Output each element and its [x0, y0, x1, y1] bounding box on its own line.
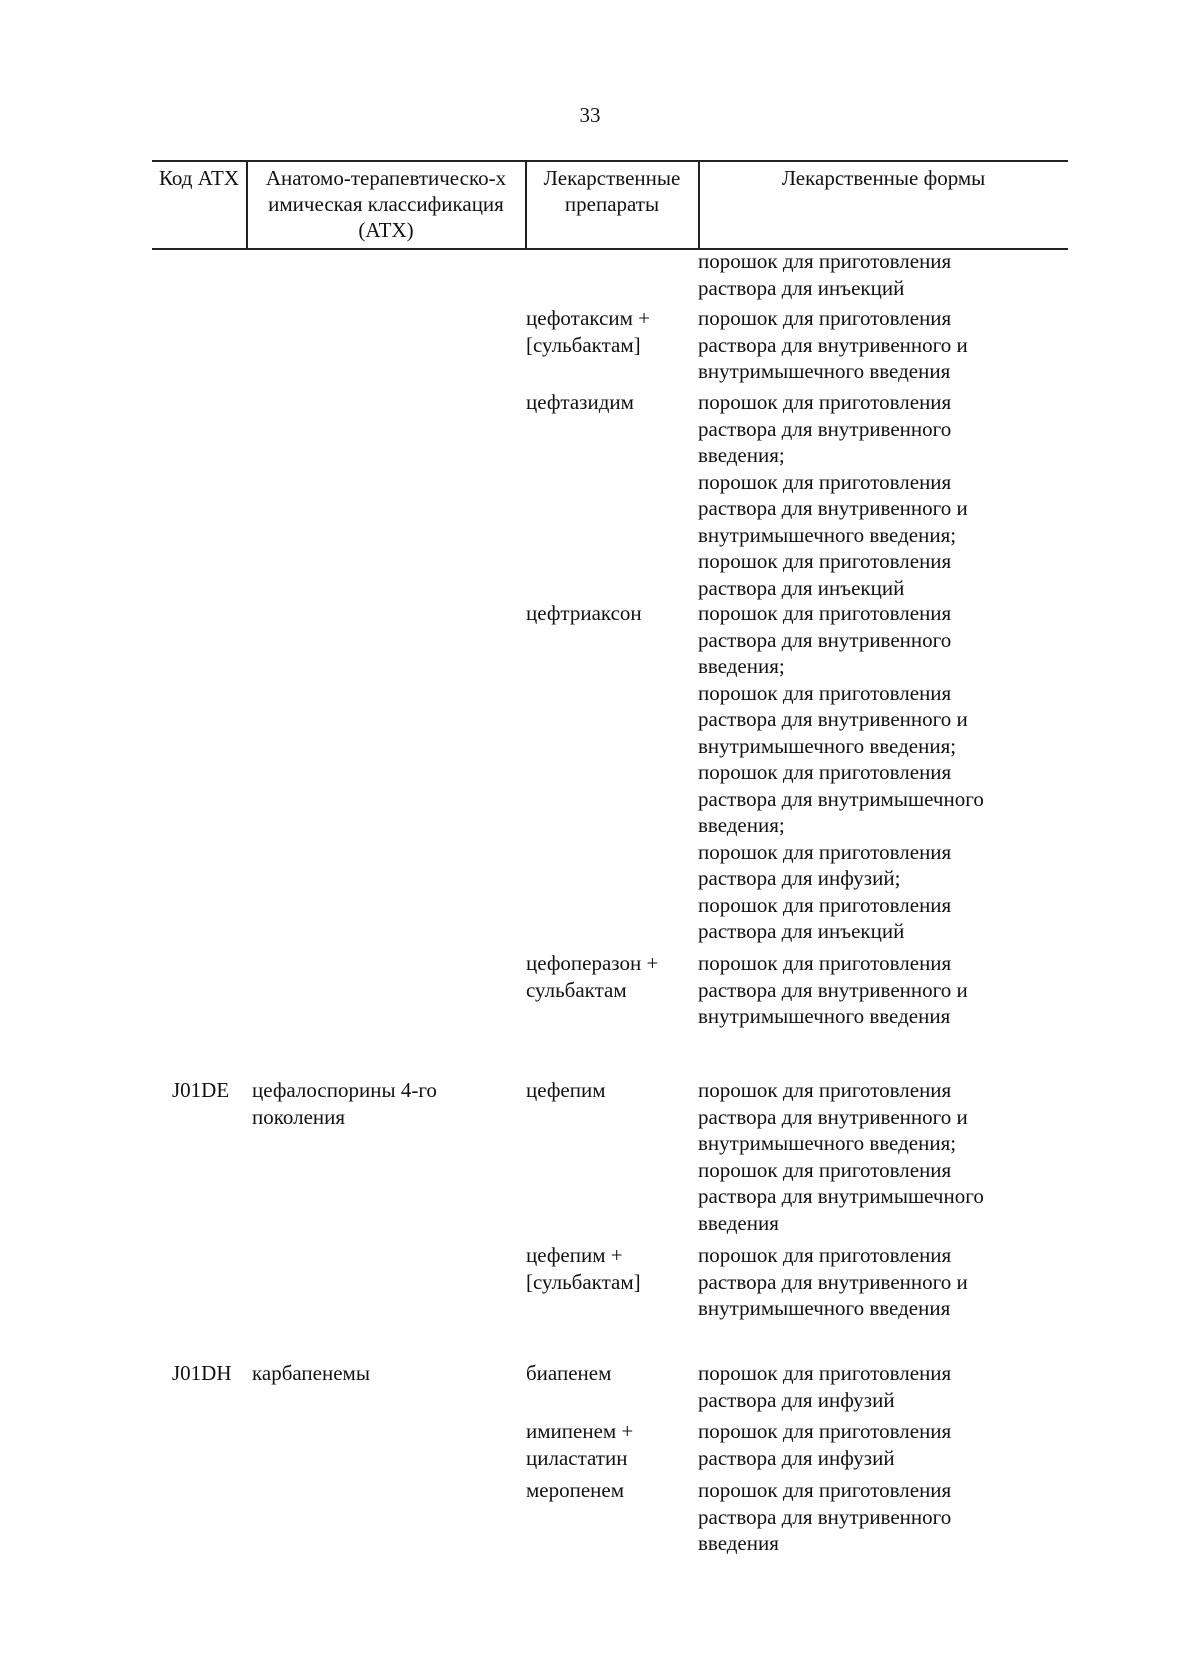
table-cell-drug: меропенем — [526, 1478, 625, 1502]
table-cell-drug: цефотаксим + [сульбактам] — [526, 306, 651, 357]
page-number: 33 — [579, 103, 601, 127]
table-cell-drug: биапенем — [526, 1361, 612, 1385]
table-cell-forms: порошок для приготовления раствора для внутривенного и внутримышечного введения — [698, 951, 968, 1028]
table-cell-drug: цефтазидим — [526, 390, 634, 414]
table-cell-forms: порошок для приготовления раствора для инфузий — [698, 1361, 952, 1412]
table-cell-forms: порошок для приготовления раствора для внутривенного и внутримышечного введения; порошок для приготовления раствора для внутримышечного введения — [698, 1078, 984, 1235]
table-cell-forms: порошок для приготовления раствора для внутривенного введения — [698, 1478, 952, 1555]
header-classification: Анатомо-терапевтическо-х имическая классификация (АТХ) — [265, 166, 507, 242]
table-header — [152, 160, 1068, 250]
table-cell-code: J01DH — [172, 1361, 232, 1385]
table-cell-drug: цефепим — [526, 1078, 606, 1102]
drug-table — [152, 160, 1068, 1555]
table-cell-forms: порошок для приготовления раствора для внутривенного и внутримышечного введения — [698, 1243, 968, 1320]
table-cell-forms: порошок для приготовления раствора для инфузий — [698, 1419, 952, 1470]
header-drugs: Лекарственные препараты — [543, 166, 681, 216]
table-cell-classification: цефалоспорины 4-го поколения — [252, 1078, 437, 1129]
header-forms: Лекарственные формы — [781, 166, 986, 190]
table-cell-forms: порошок для приготовления раствора для внутривенного введения; порошок для приготовления раствора для внутривенного и внутримышечного введения; порошок для приготовления раствора для инъекций — [698, 390, 968, 600]
table-cell-drug: цефтриаксон — [526, 601, 642, 625]
header-code: Код АТХ — [158, 166, 240, 190]
table-cell-forms: порошок для приготовления раствора для внутривенного введения; порошок для приготовления раствора для внутривенного и внутримышечного введения; порошок для приготовления раствора для внутримышечного введения; порошок для приготовления раствора для инфузий; порошок для приготовления раствора для инъекций — [698, 601, 984, 943]
table-cell-classification: карбапенемы — [252, 1361, 370, 1385]
table-cell-drug: имипенем + циластатин — [526, 1419, 634, 1470]
table-cell-forms: порошок для приготовления раствора для внутривенного и внутримышечного введения — [698, 306, 968, 383]
table-cell-code: J01DE — [172, 1078, 230, 1102]
table-cell-drug: цефепим + [сульбактам] — [526, 1243, 641, 1294]
table-cell-forms: порошок для приготовления раствора для инъекций — [698, 249, 952, 300]
table-cell-drug: цефоперазон + сульбактам — [526, 951, 659, 1002]
